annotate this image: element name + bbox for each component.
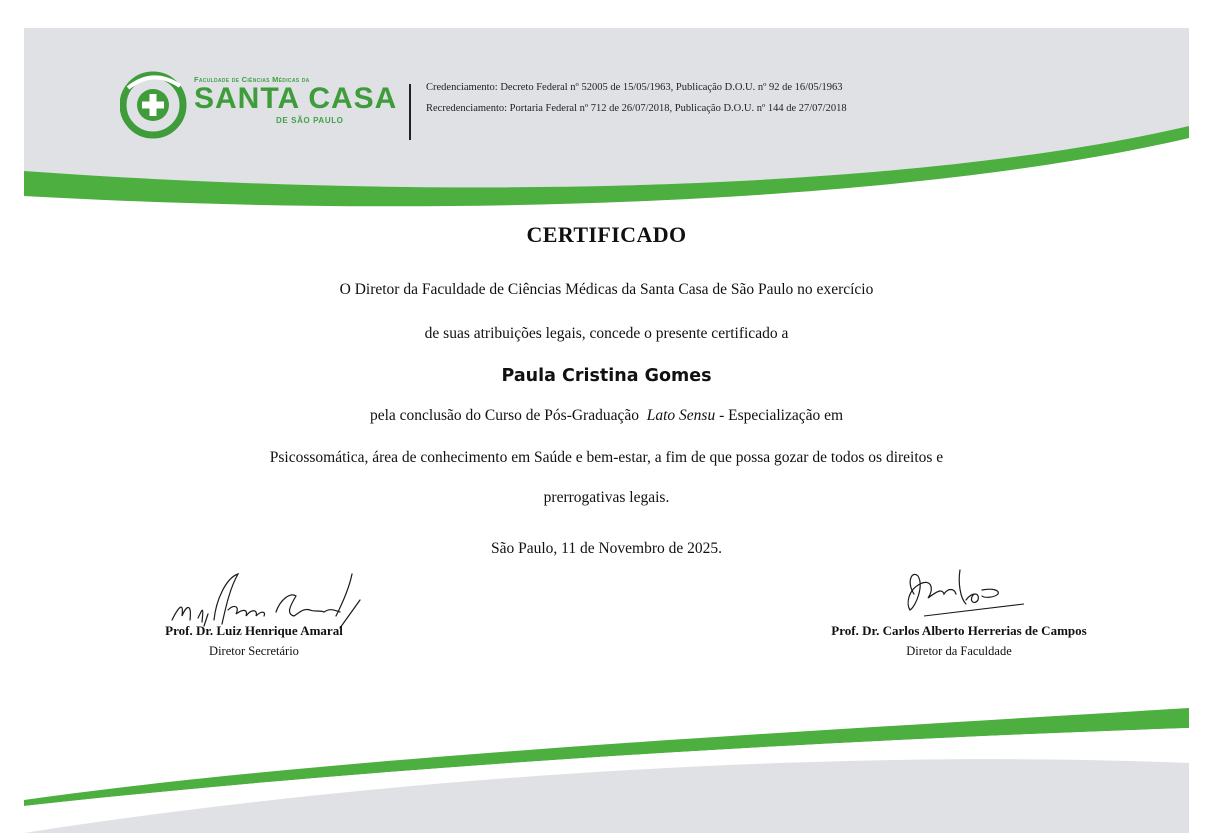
signatory-name: Prof. Dr. Luiz Henrique Amaral bbox=[165, 623, 343, 638]
signatory-role: Diretor da Faculdade bbox=[906, 644, 1012, 658]
accreditation-text bbox=[426, 77, 847, 119]
body-line-2: Psicossomática, área de conhecimento em Saúde e bem-estar, a fim de que possa gozar de todos os direitos e bbox=[269, 449, 944, 466]
place-date: São Paulo, 11 de Novembro de 2025. bbox=[490, 540, 723, 557]
course-prefix: pela conclusão do Curso de Pós-Graduação bbox=[369, 407, 639, 424]
course-italic: Lato Sensu bbox=[646, 407, 716, 424]
course-suffix: - Especialização em bbox=[719, 407, 844, 424]
header-divider bbox=[409, 84, 411, 140]
certificate-title: CERTIFICADO bbox=[526, 222, 687, 247]
logo-top-text: Faculdade de Ciências Médicas da bbox=[194, 75, 310, 84]
intro-line-2: de suas atribuições legais, concede o presente certificado a bbox=[424, 325, 789, 342]
reaccreditation-line: Recredenciamento: Portaria Federal nº 712 de 26/07/2018, Publicação D.O.U. nº 144 de 27/07/2018 bbox=[426, 103, 847, 114]
signature-right bbox=[809, 623, 1109, 659]
body-line-3: prerrogativas legais. bbox=[543, 489, 670, 506]
accreditation-line: Credenciamento: Decreto Federal nº 52005 de 15/05/1963, Publicação D.O.U. nº 92 de 16/05/1963 bbox=[426, 82, 843, 93]
logo-main-text: SANTA CASA bbox=[194, 82, 398, 115]
bottom-decorative-band bbox=[24, 708, 1189, 833]
logo-sub-text: DE SÃO PAULO bbox=[276, 116, 344, 125]
course-line bbox=[24, 407, 1189, 425]
certificate bbox=[24, 28, 1189, 833]
signatory-name: Prof. Dr. Carlos Alberto Herrerias de Campos bbox=[831, 623, 1087, 638]
signature-right-mark bbox=[884, 564, 1084, 628]
intro-line-1: O Diretor da Faculdade de Ciências Médicas da Santa Casa de São Paulo no exercício bbox=[339, 281, 874, 298]
institution-logo bbox=[120, 70, 398, 140]
recipient-name: Paula Cristina Gomes bbox=[501, 366, 712, 386]
cross-emblem-icon bbox=[120, 70, 190, 140]
signatory-role: Diretor Secretário bbox=[209, 644, 299, 658]
signature-left bbox=[149, 623, 359, 659]
